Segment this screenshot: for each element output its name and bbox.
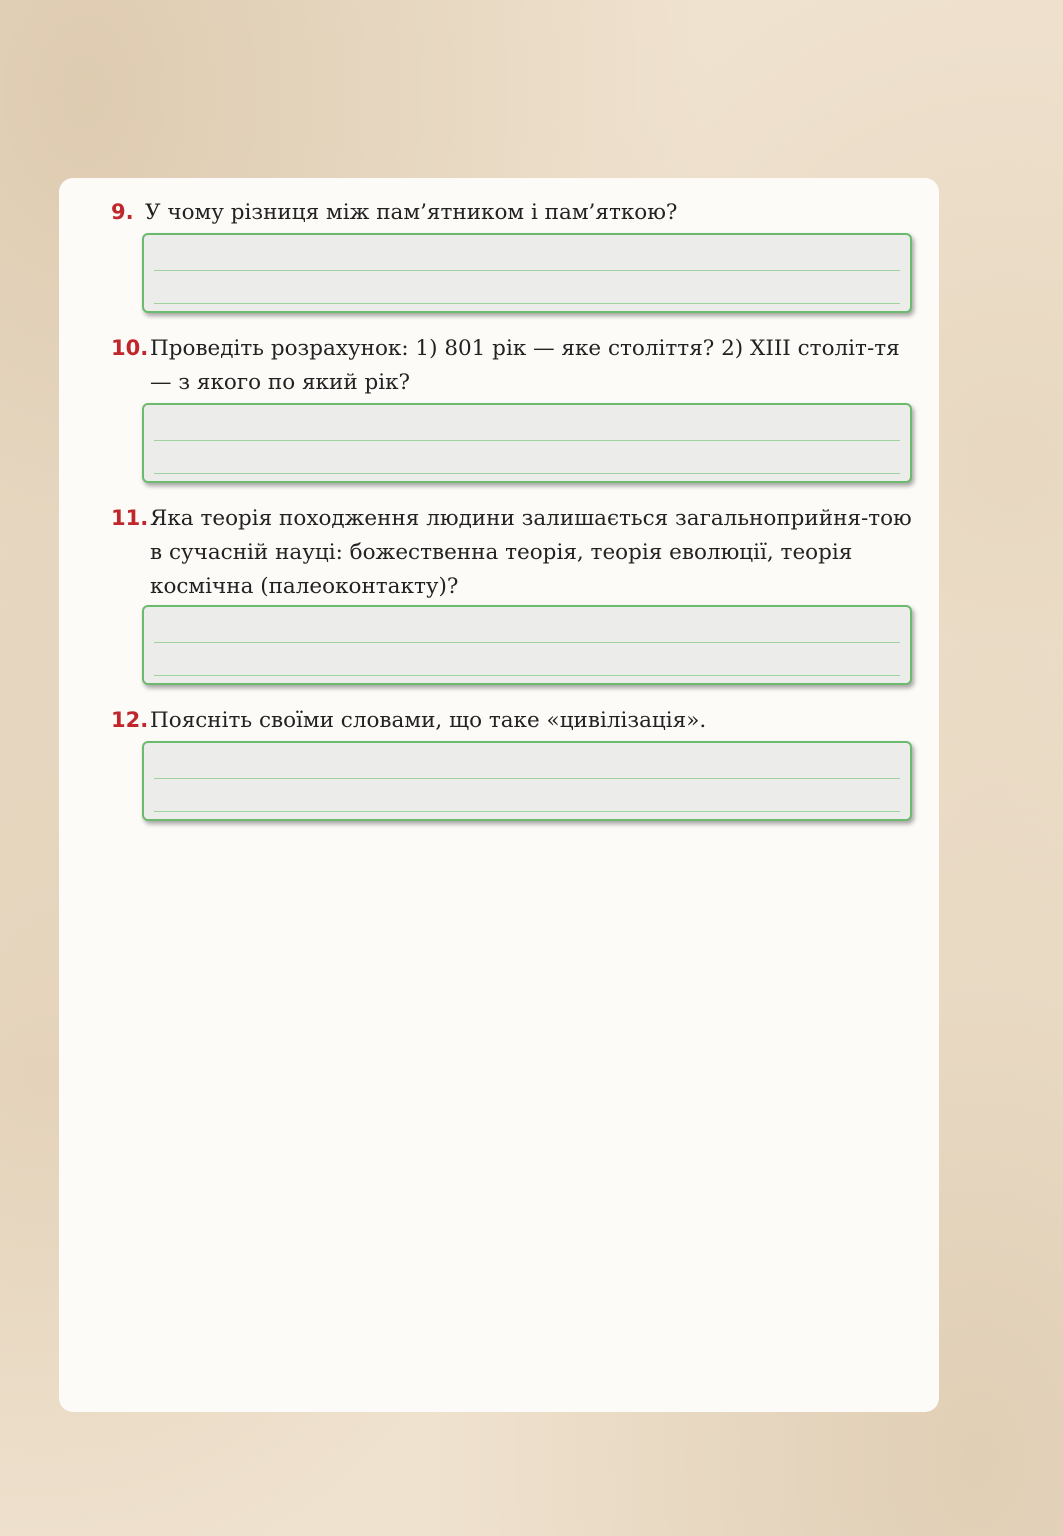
question-10 <box>111 331 917 400</box>
question-number: 11. <box>111 506 149 530</box>
worksheet-page <box>59 178 939 1412</box>
question-12 <box>111 703 917 738</box>
question-number: 12. <box>111 708 149 732</box>
answer-box-11[interactable] <box>142 605 912 685</box>
question-number: 10. <box>111 336 149 360</box>
answer-line <box>154 811 900 812</box>
question-text: Яка теорія походження людини залишається загальноприйня-тою в сучасній науці: божественна теорія, теорія еволюції, теорія космічна (палеоконтакту)? <box>150 506 912 599</box>
answer-box-9[interactable] <box>142 233 912 313</box>
answer-line <box>154 440 900 441</box>
answer-line <box>154 473 900 474</box>
answer-box-10[interactable] <box>142 403 912 483</box>
question-number: 9. <box>111 200 134 224</box>
question-text: Проведіть розрахунок: 1) 801 рік — яке століття? 2) XIII століт-тя — з якого по який рік? <box>150 336 900 395</box>
question-text: У чому різниця між пам’ятником і пам’яткою? <box>145 200 678 225</box>
question-9 <box>111 195 917 230</box>
answer-line <box>154 675 900 676</box>
question-text: Поясніть своїми словами, що таке «цивілізація». <box>150 708 707 733</box>
answer-line <box>154 778 900 779</box>
answer-line <box>154 303 900 304</box>
answer-line <box>154 642 900 643</box>
answer-box-12[interactable] <box>142 741 912 821</box>
question-11 <box>111 501 917 604</box>
answer-line <box>154 270 900 271</box>
